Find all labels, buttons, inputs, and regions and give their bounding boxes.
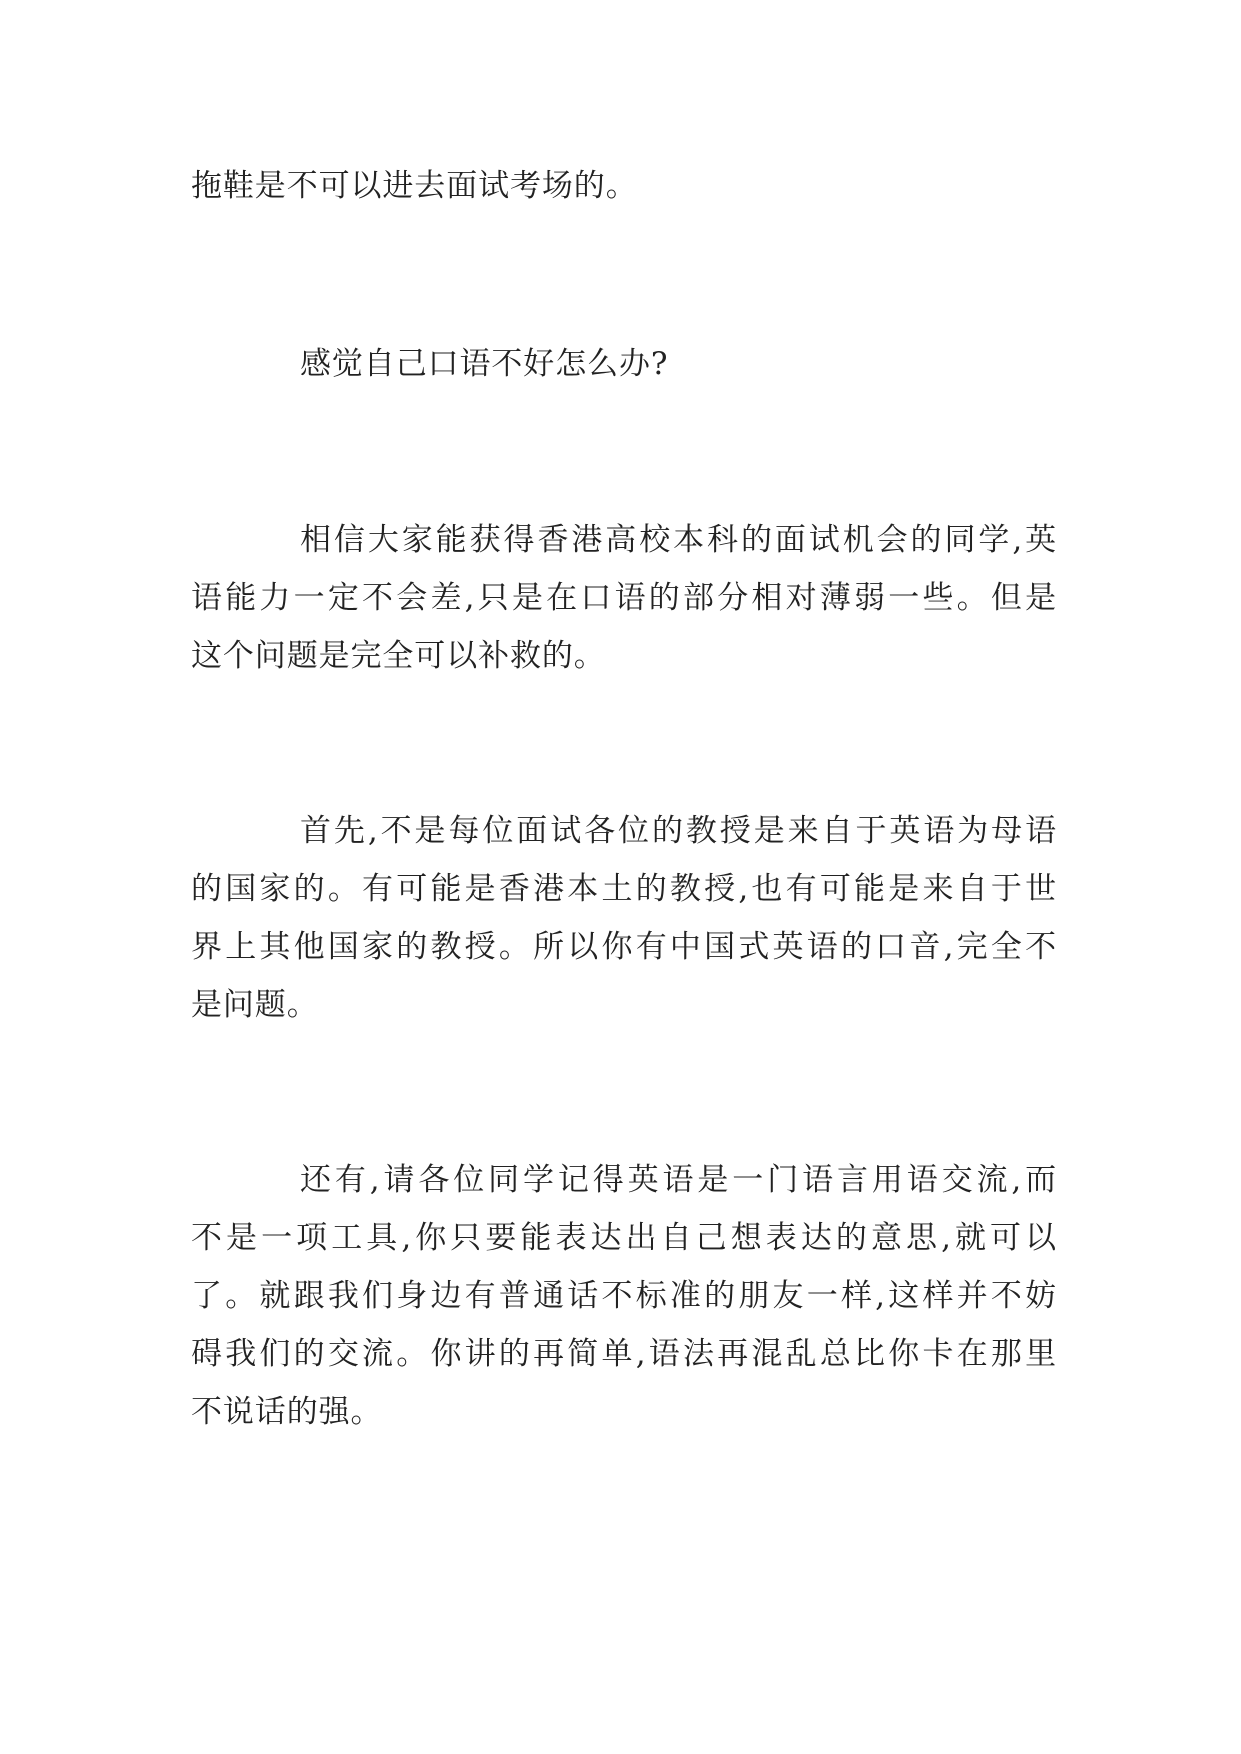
paragraph-line: 的国家的。有可能是香港本土的教授,也有可能是来自于世	[191, 871, 1057, 907]
paragraph-line: 不说话的强。	[191, 1394, 383, 1430]
paragraph-line: 是问题。	[191, 987, 319, 1023]
paragraph-line: 碍我们的交流。你讲的再简单,语法再混乱总比你卡在那里	[191, 1336, 1057, 1372]
paragraph-line: 相信大家能获得香港高校本科的面试机会的同学,英	[300, 522, 1057, 558]
paragraph-line: 了。就跟我们身边有普通话不标准的朋友一样,这样并不妨	[191, 1278, 1057, 1314]
paragraph-line: 语能力一定不会差,只是在口语的部分相对薄弱一些。但是	[191, 580, 1057, 616]
paragraph-line: 不是一项工具,你只要能表达出自己想表达的意思,就可以	[191, 1220, 1057, 1256]
paragraph-line: 首先,不是每位面试各位的教授是来自于英语为母语	[300, 813, 1057, 849]
paragraph-line: 还有,请各位同学记得英语是一门语言用语交流,而	[300, 1162, 1057, 1198]
paragraph-line: 这个问题是完全可以补救的。	[191, 638, 606, 674]
paragraph-line: 界上其他国家的教授。所以你有中国式英语的口音,完全不	[191, 929, 1057, 965]
paragraph-line: 拖鞋是不可以进去面试考场的。	[191, 168, 638, 204]
question-heading: 感觉自己口语不好怎么办?	[300, 346, 669, 382]
